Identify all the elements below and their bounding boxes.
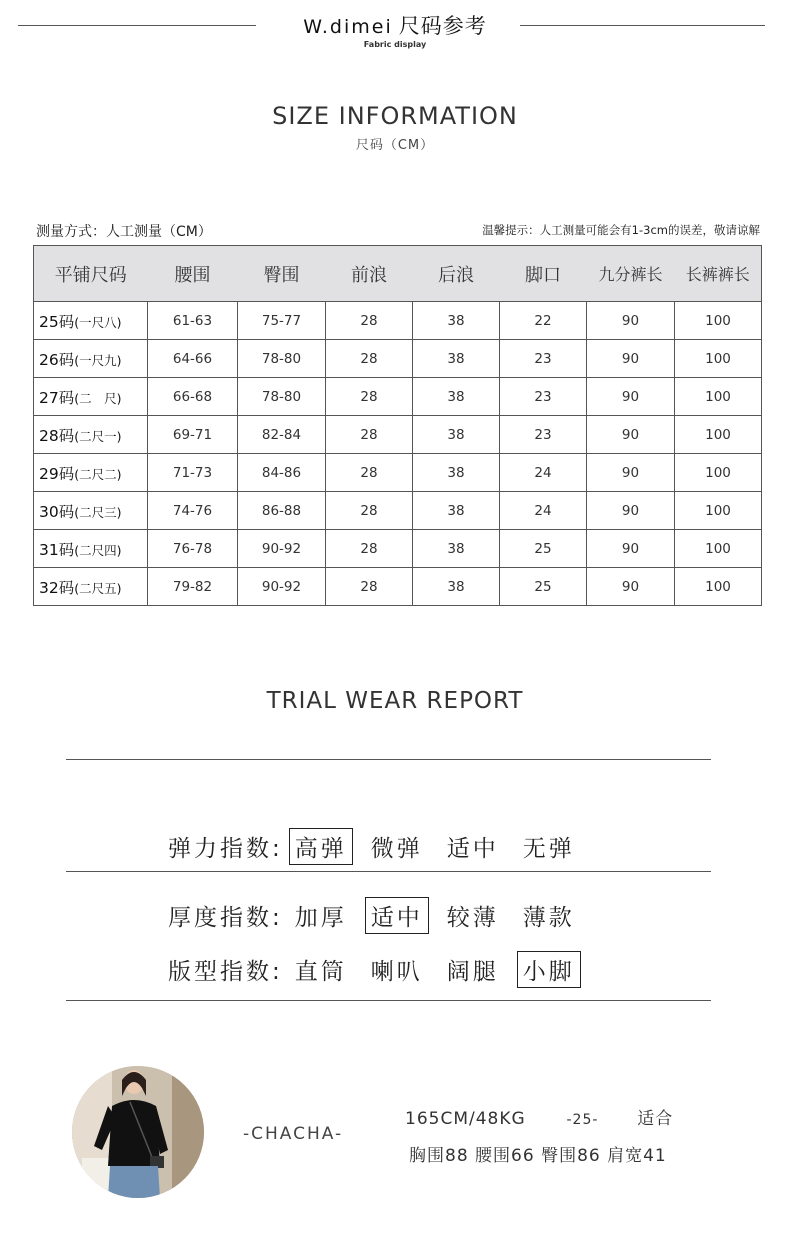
size-label: 28码 [39, 426, 75, 445]
size-chinese-unit: (二尺三) [74, 504, 122, 520]
table-cell: 28 [326, 454, 413, 492]
table-cell: 100 [675, 454, 762, 492]
size-chinese-unit: (二 尺) [74, 390, 122, 406]
rating-option: 较薄 [446, 905, 499, 931]
table-cell: 28 [326, 568, 413, 606]
brand-subtitle-cn: 尺码参考 [398, 14, 487, 38]
rating-label: 厚度指数: [168, 905, 283, 931]
brand-tagline: Fabric display [363, 40, 427, 49]
table-cell: 61-63 [148, 302, 238, 340]
size-cell [34, 568, 148, 606]
size-label: 32码 [39, 578, 75, 597]
table-row [34, 378, 762, 416]
size-chinese-unit: (二尺四) [74, 542, 122, 558]
model-fit: 适合 [637, 1109, 674, 1129]
column-header: 脚口 [500, 246, 587, 302]
table-row [34, 492, 762, 530]
table-cell: 22 [500, 302, 587, 340]
table-cell: 38 [413, 416, 500, 454]
rating-row-thickness [168, 897, 593, 934]
table-cell: 78-80 [238, 340, 326, 378]
table-cell: 100 [675, 416, 762, 454]
size-cell [34, 454, 148, 492]
brand-name: W.dimei [303, 16, 393, 38]
table-row [34, 340, 762, 378]
table-cell: 90-92 [238, 530, 326, 568]
table-cell: 28 [326, 340, 413, 378]
size-cell [34, 340, 148, 378]
rating-label: 版型指数: [168, 959, 283, 985]
rating-option-selected: 高弹 [289, 828, 353, 865]
size-chinese-unit: (二尺二) [74, 466, 122, 482]
table-cell: 64-66 [148, 340, 238, 378]
table-cell: 25 [500, 568, 587, 606]
rating-option: 阔腿 [446, 959, 499, 985]
table-cell: 38 [413, 568, 500, 606]
size-chinese-unit: (一尺九) [74, 352, 122, 368]
model-height-weight: 165CM/48KG [405, 1109, 526, 1129]
table-cell: 78-80 [238, 378, 326, 416]
table-cell: 23 [500, 378, 587, 416]
table-cell: 90 [587, 568, 675, 606]
table-cell: 90 [587, 492, 675, 530]
table-cell: 90 [587, 454, 675, 492]
column-header: 腰围 [148, 246, 238, 302]
table-cell: 100 [675, 568, 762, 606]
table-cell: 100 [675, 492, 762, 530]
size-label: 25码 [39, 312, 75, 331]
table-cell: 90 [587, 530, 675, 568]
table-header-row [34, 246, 762, 302]
size-table [33, 245, 762, 606]
size-cell [34, 416, 148, 454]
column-header: 九分裤长 [587, 246, 675, 302]
rating-label: 弹力指数: [168, 836, 283, 862]
rating-option: 适中 [446, 836, 499, 862]
rating-option: 喇叭 [370, 959, 423, 985]
error-tip-note: 温馨提示：人工测量可能会有1-3cm的误差，敬请谅解 [482, 223, 760, 237]
rating-option: 薄款 [522, 905, 575, 931]
size-label: 26码 [39, 350, 75, 369]
table-row [34, 416, 762, 454]
divider [66, 871, 711, 872]
table-cell: 100 [675, 378, 762, 416]
size-label: 27码 [39, 388, 75, 407]
table-row [34, 530, 762, 568]
rating-option: 无弹 [522, 836, 575, 862]
table-cell: 76-78 [148, 530, 238, 568]
table-cell: 28 [326, 530, 413, 568]
table-cell: 28 [326, 378, 413, 416]
table-cell: 38 [413, 340, 500, 378]
table-cell: 86-88 [238, 492, 326, 530]
table-cell: 90 [587, 340, 675, 378]
table-cell: 38 [413, 302, 500, 340]
size-chinese-unit: (二尺五) [74, 580, 122, 596]
table-cell: 24 [500, 454, 587, 492]
table-row [34, 568, 762, 606]
table-cell: 75-77 [238, 302, 326, 340]
table-cell: 25 [500, 530, 587, 568]
table-cell: 90 [587, 416, 675, 454]
column-header: 平铺尺码 [34, 246, 148, 302]
size-cell [34, 302, 148, 340]
table-cell: 100 [675, 530, 762, 568]
table-row [34, 302, 762, 340]
size-label: 30码 [39, 502, 75, 521]
column-header: 前浪 [326, 246, 413, 302]
divider [66, 1000, 711, 1001]
measure-method-note: 测量方式：人工测量（CM） [36, 224, 212, 240]
column-header: 臀围 [238, 246, 326, 302]
model-basic-stats [405, 1104, 673, 1129]
table-cell: 24 [500, 492, 587, 530]
table-cell: 28 [326, 302, 413, 340]
model-avatar [72, 1066, 204, 1198]
table-cell: 90 [587, 302, 675, 340]
size-label: 31码 [39, 540, 75, 559]
table-cell: 74-76 [148, 492, 238, 530]
rating-option-selected: 小脚 [517, 951, 581, 988]
rating-option: 直筒 [294, 959, 347, 985]
rating-row-fit [168, 951, 593, 988]
model-size: -25- [566, 1112, 599, 1128]
size-info-title: SIZE INFORMATION [272, 102, 518, 130]
size-label: 29码 [39, 464, 75, 483]
trial-report-title: TRIAL WEAR REPORT [266, 688, 524, 714]
column-header: 长裤裤长 [675, 246, 762, 302]
table-cell: 28 [326, 416, 413, 454]
table-cell: 23 [500, 340, 587, 378]
model-measurements: 胸围88 腰围66 臀围86 肩宽41 [409, 1146, 667, 1166]
size-cell [34, 378, 148, 416]
model-photo-illustration [72, 1066, 204, 1198]
model-name: -CHACHA- [243, 1124, 344, 1144]
size-chinese-unit: (二尺一) [74, 428, 122, 444]
table-row [34, 454, 762, 492]
size-cell [34, 530, 148, 568]
column-header: 后浪 [413, 246, 500, 302]
rating-option: 微弹 [370, 836, 423, 862]
rating-option-selected: 适中 [365, 897, 429, 934]
table-cell: 71-73 [148, 454, 238, 492]
table-cell: 82-84 [238, 416, 326, 454]
table-cell: 100 [675, 302, 762, 340]
divider [66, 759, 711, 760]
table-cell: 69-71 [148, 416, 238, 454]
table-cell: 38 [413, 454, 500, 492]
table-cell: 66-68 [148, 378, 238, 416]
table-cell: 90-92 [238, 568, 326, 606]
table-cell: 100 [675, 340, 762, 378]
rating-row-elasticity [168, 828, 593, 865]
table-cell: 23 [500, 416, 587, 454]
table-cell: 84-86 [238, 454, 326, 492]
size-cell [34, 492, 148, 530]
table-cell: 38 [413, 492, 500, 530]
table-cell: 38 [413, 378, 500, 416]
brand-title [0, 10, 790, 40]
rating-option: 加厚 [294, 905, 347, 931]
table-cell: 28 [326, 492, 413, 530]
table-cell: 90 [587, 378, 675, 416]
table-cell: 38 [413, 530, 500, 568]
table-cell: 79-82 [148, 568, 238, 606]
size-chinese-unit: (一尺八) [74, 314, 122, 330]
size-info-subtitle: 尺码（CM） [355, 138, 435, 153]
